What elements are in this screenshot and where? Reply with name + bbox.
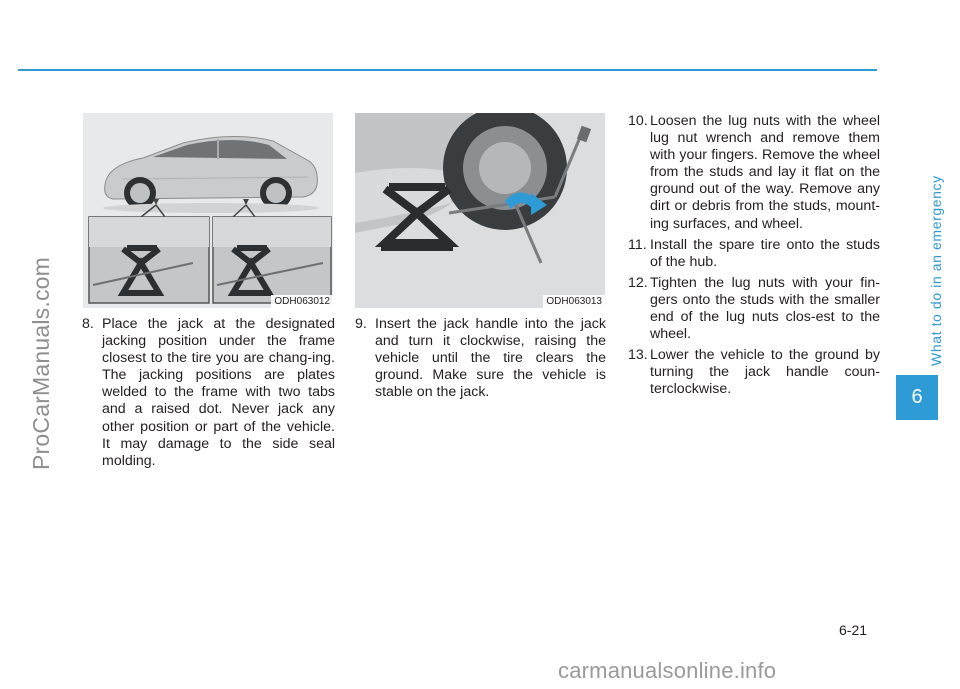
chapter-side-label-text: What to do in an emergency bbox=[928, 175, 944, 366]
watermark-procarmanuals-text: ProCarManuals.com bbox=[28, 256, 54, 470]
figure-code: ODH063013 bbox=[543, 295, 605, 308]
step-text: Tighten the lug nuts with your fin-gers onto the studs with the smaller end of the lug nuts clos-est to the wheel. bbox=[650, 274, 880, 343]
step-12 bbox=[628, 275, 880, 343]
step-10 bbox=[628, 113, 880, 233]
column-1 bbox=[82, 316, 335, 474]
header-rule bbox=[18, 69, 877, 71]
step-number: 12. bbox=[628, 274, 648, 291]
figure-jack-handle bbox=[355, 113, 605, 308]
step-text: Loosen the lug nuts with the wheel lug nut wrench and remove them with your fingers. Remove the wheel from the studs and lay it flat on the ground out of the way. Remove any dirt or debris from the studs, mount-ing surfaces, and wheel. bbox=[650, 113, 880, 232]
step-number: 8. bbox=[82, 316, 94, 332]
figure-jacking-positions bbox=[83, 113, 333, 308]
step-8 bbox=[82, 316, 335, 470]
jack-handle-illustration bbox=[355, 113, 605, 308]
chapter-tab: 6 bbox=[896, 375, 938, 420]
step-number: 9. bbox=[355, 316, 367, 332]
step-text: Insert the jack handle into the jack and turn it clockwise, raising the vehicle until the tire clears the ground. Make sure the vehicle is stable on the jack. bbox=[375, 316, 606, 401]
step-number: 10. bbox=[628, 113, 648, 129]
jacking-positions-illustration bbox=[83, 113, 333, 308]
step-13 bbox=[628, 347, 880, 398]
figure-code: ODH063012 bbox=[271, 295, 333, 308]
step-text: Lower the vehicle to the ground by turning the jack handle coun-terclockwise. bbox=[650, 347, 880, 398]
step-11 bbox=[628, 237, 880, 271]
column-3 bbox=[628, 113, 880, 403]
column-2 bbox=[355, 316, 606, 405]
step-number: 13. bbox=[628, 347, 648, 364]
step-text: Install the spare tire onto the studs of the hub. bbox=[650, 236, 880, 270]
step-9 bbox=[355, 316, 606, 401]
watermark-carmanualsonline: carmanualsonline.info bbox=[558, 658, 777, 683]
step-text: Place the jack at the designated jacking position under the frame closest to the tire you are chang-ing. The jacking positions are plates welded to the frame with two tabs and a raised dot. Never jack any other position or part of the vehicle. It may damage to the side seal molding. bbox=[102, 316, 335, 469]
page-number: 6-21 bbox=[839, 622, 868, 638]
step-number: 11. bbox=[628, 236, 647, 253]
